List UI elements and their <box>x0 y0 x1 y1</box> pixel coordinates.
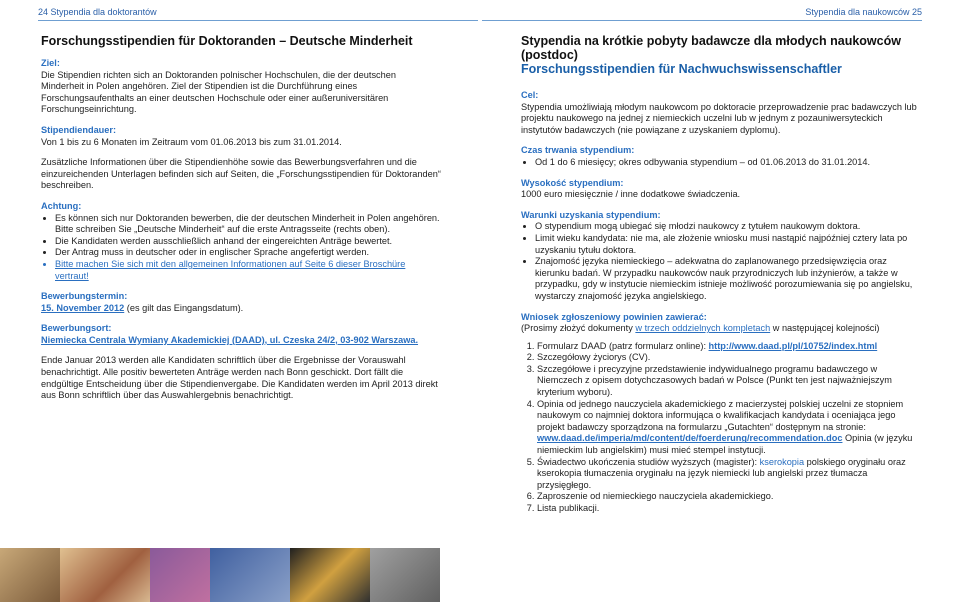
recommendation-link[interactable]: www.daad.de/imperia/md/content/de/foerderung/recommendation.doc <box>537 433 843 444</box>
war-list <box>521 221 921 302</box>
list-item: • Limit wieku kandydata: nie ma, ale złożenie wniosku musi nastąpić najpóźniej cztery lata po uzyskaniu tytułu doktora. <box>535 233 921 256</box>
list-item <box>537 457 921 492</box>
item-text: Opinia od jednego nauczyciela akademickiego z macierzystej polskiej uczelni ze stopniem naukowym co najmniej doktora informująca o kwalifikacjach kandydata i oceniająca jego projekt badawczy sporządzona na formularzu „Gutachten“ dostępnym na stronie: <box>537 398 904 432</box>
dauer-text: Von 1 bis zu 6 Monaten im Zeitraum vom 01.06.2013 bis zum 31.01.2014. <box>41 136 342 147</box>
list-item: • Od 1 do 6 miesięcy; okres odbywania stypendium – od 01.06.2013 do 31.01.2014. <box>535 157 921 169</box>
documents-list <box>521 341 921 515</box>
wn-intro-link[interactable]: w trzech oddzielnych kompletach <box>635 323 771 334</box>
list-item <box>537 399 921 457</box>
page-header <box>0 6 960 22</box>
photo-image <box>0 548 60 602</box>
list-item: • O stypendium mogą ubiegać się młodzi naukowcy z tytułem naukowym doktora. <box>535 221 921 233</box>
kserokopia-text: kserokopia <box>759 456 805 467</box>
item-text: Lista publikacji. <box>537 503 600 513</box>
czas-label: Czas trwania stypendium: <box>521 145 635 156</box>
ziel-label: Ziel: <box>41 58 60 68</box>
photo-image <box>60 548 150 602</box>
header-left: 24 Stypendia dla doktorantów <box>38 6 478 21</box>
photo-image <box>290 548 370 602</box>
wn-label: Wniosek zgłoszeniowy powinien zawierać: <box>521 311 707 322</box>
war-label: Warunki uzyskania stypendium: <box>521 209 661 220</box>
left-column <box>41 34 441 411</box>
item-text: Świadectwo ukończenia studiów wyższych (magister): <box>537 456 760 467</box>
photo-strip <box>0 548 440 602</box>
daad-link[interactable]: http://www.daad.pl/pl/10752/index.html <box>708 340 878 351</box>
end-text: Ende Januar 2013 werden alle Kandidaten schriftlich über die Ergebnisse der Vorauswahl benachrichtigt. Alle positiv bewerteten Anträge werden nach Bonn geschickt. Dort fällt die endgültige Entscheidung über die Stipendienvergabe. Die Kandidaten werden im April 2013 direkt aus Bonn schriftlich über das Auswahlergebnis benachrichtigt. <box>41 355 438 401</box>
photo-image <box>210 548 290 602</box>
header-right: Stypendia dla naukowców 25 <box>482 6 922 21</box>
item-text: Zaproszenie od niemieckiego nauczyciela akademickiego. <box>537 491 774 502</box>
right-title: Stypendia na krótkie pobyty badawcze dla młodych naukowców (postdoc) <box>521 34 901 62</box>
termin-text <box>41 303 441 315</box>
achtung-list <box>41 213 441 283</box>
termin-date: 15. November 2012 <box>41 302 125 313</box>
item-text-c: Opinia (w języku niemieckim lub angielskim) musi mieć stempel instytucji. <box>537 433 913 456</box>
cel-label: Cel: <box>521 90 539 100</box>
list-item: • Die Kandidaten werden ausschließlich anhand der eingereichten Anträge bewertet. <box>55 236 441 248</box>
wys-label: Wysokość stypendium: <box>521 177 624 188</box>
photo-image <box>150 548 210 602</box>
right-subtitle: Forschungsstipendien für Nachwuchswissenschaftler <box>521 62 842 76</box>
ort-label: Bewerbungsort: <box>41 323 112 334</box>
item-text: Formularz DAAD (patrz formularz online): <box>537 340 709 351</box>
termin-label: Bewerbungstermin: <box>41 291 128 302</box>
cel-text: Stypendia umożliwiają młodym naukowcom po doktoracie przeprowadzenie prac badawczych lub projektu naukowego na jednej z niemieckich uczelni lub w jednym z pozauniwersyteckich instytutów badawczych (nie powiązane z uzyskaniem dyplomu). <box>521 101 917 135</box>
czas-list <box>521 157 921 169</box>
list-item <box>537 341 921 353</box>
list-item: • Znajomość języka niemieckiego – adekwatna do zaplanowanego przedsięwzięcia oraz kierunku badań. W przypadku naukowców nauk przyrodniczych lub inżynierów, a także w przypadku, gdy w instytucie niemieckim istnieje możliwość porozumiewania się po angielsku, wystarczy znajomość języka angielskiego. <box>535 256 921 302</box>
wn-intro-a: (Prosimy złożyć dokumenty <box>521 323 636 334</box>
wn-intro <box>521 323 921 335</box>
item-text: Szczegółowy życiorys (CV). <box>537 352 651 363</box>
list-item: • Der Antrag muss in deutscher oder in englischer Sprache angefertigt werden. <box>55 247 441 259</box>
list-item <box>537 364 921 399</box>
wn-intro-b: w następującej kolejności) <box>770 323 880 334</box>
list-item[interactable]: • Bitte machen Sie sich mit den allgemeinen Informationen auf Seite 6 dieser Broschüre vertraut! <box>55 259 441 282</box>
achtung-label: Achtung: <box>41 200 82 211</box>
left-title: Forschungsstipendien für Doktoranden – Deutsche Minderheit <box>41 34 413 48</box>
list-item <box>537 352 921 364</box>
item-text: Szczegółowe i precyzyjne przedstawienie indywidualnego programu badawczego w Niemczech z opisem dotychczasowych badań w Polsce (Punkt ten jest najważniejszym kryterium wyboru). <box>537 363 892 398</box>
item-text-c: polskiego oryginału oraz kserokopia tłumaczenia oryginału na język niemiecki lub angielski przez tłumacza przysięgłego. <box>537 456 906 490</box>
wys-text: 1000 euro miesięcznie / inne dodatkowe świadczenia. <box>521 189 741 200</box>
info-text: Zusätzliche Informationen über die Stipendienhöhe sowie das Bewerbungsverfahren und die einzureichenden Unterlagen befinden sich auf Seiten, die „Forschungsstipendien für Doktoranden“ beschreiben. <box>41 157 441 191</box>
list-item <box>537 491 921 503</box>
ort-text: Niemiecka Centrala Wymiany Akademickiej (DAAD), ul. Czeska 24/2, 03-902 Warszawa. <box>41 334 419 345</box>
ziel-text: Die Stipendien richten sich an Doktoranden polnischer Hochschulen, die der deutschen Minderheit in Polen angehören. Ziel der Stipendien ist die Durchführung eines Forschungsaufenthalts an einer deutschen Hochschule oder einer außeruniversitären Forschungseinrichtung. <box>41 69 396 115</box>
list-item: • Es können sich nur Doktoranden bewerben, die der deutschen Minderheit in Polen angehören. Bitte schreiben Sie „Deutsche Minderheit“ auf die erste Antragsseite (rechts oben). <box>55 213 441 236</box>
right-column <box>521 34 921 524</box>
list-item <box>537 503 921 515</box>
dauer-label: Stipendiendauer: <box>41 124 117 135</box>
termin-rest: (es gilt das Eingangsdatum). <box>124 302 244 313</box>
photo-image <box>370 548 440 602</box>
